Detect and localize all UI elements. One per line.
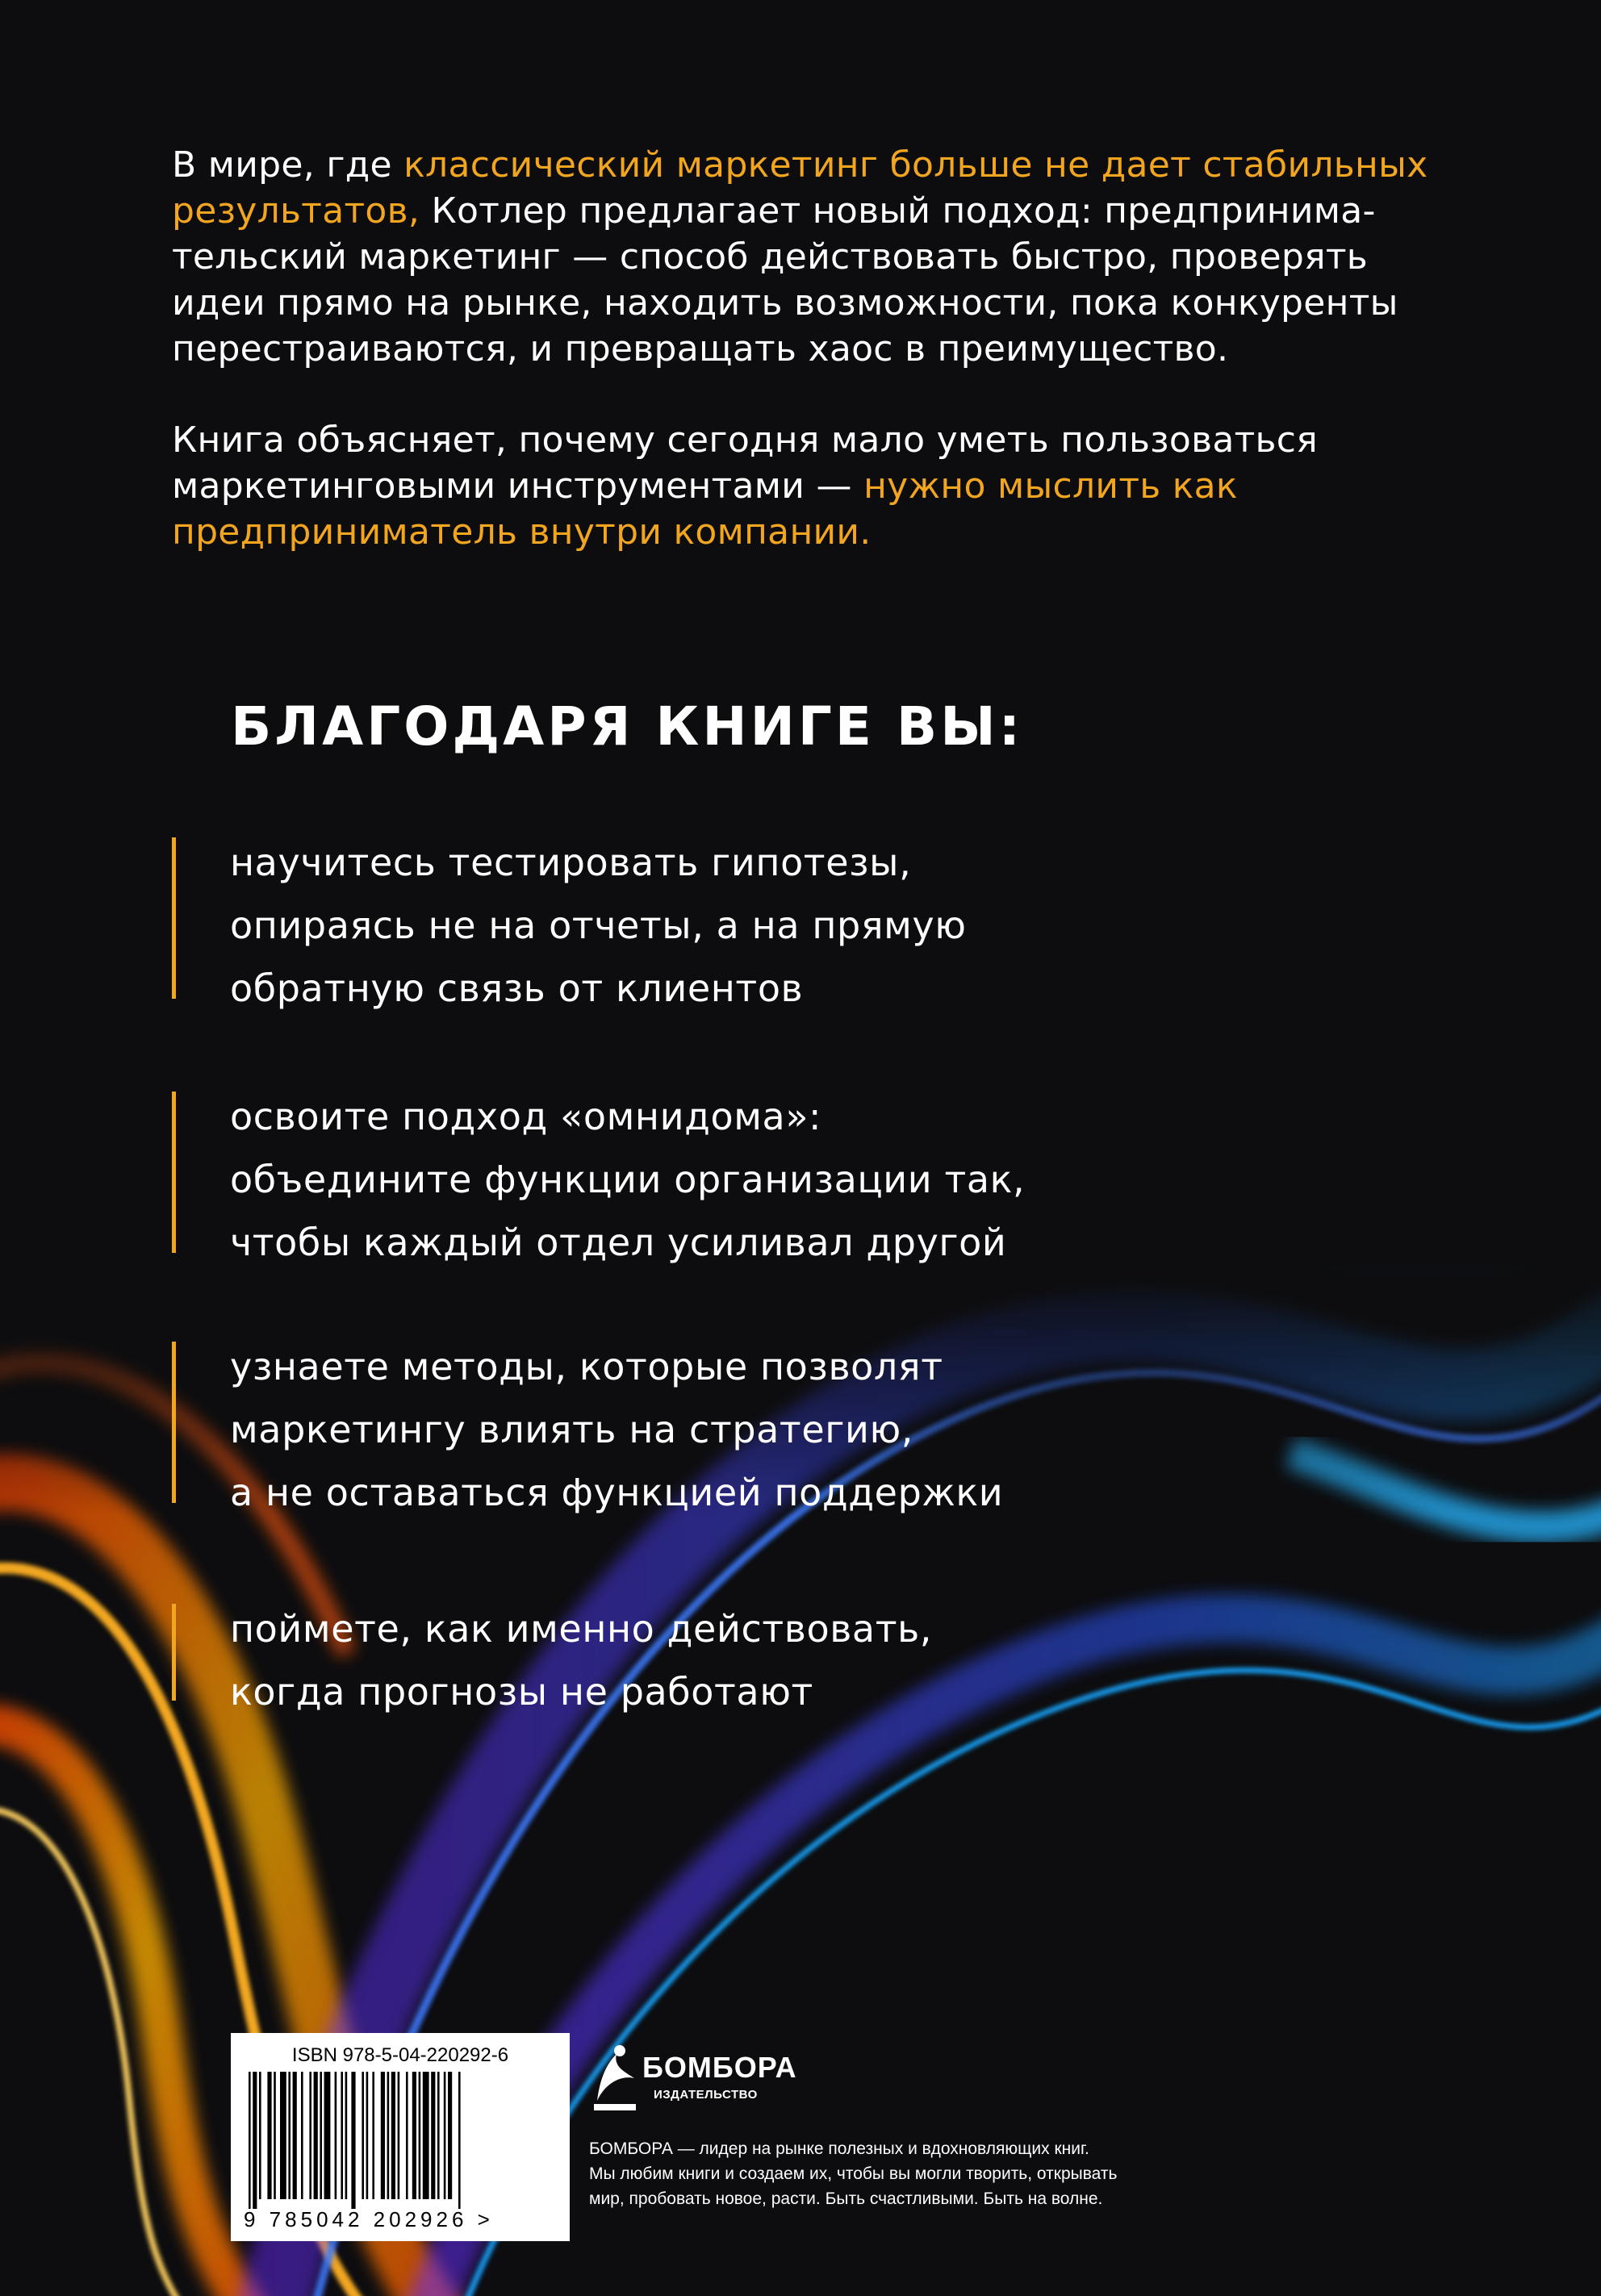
barcode-bar	[309, 2072, 311, 2199]
logo-name: БОМБОРА	[642, 2051, 797, 2084]
benefit-line: узнаете методы, которые позволят	[230, 1345, 943, 1388]
barcode-bar	[381, 2072, 385, 2199]
intro-p1-part-0: В мире, где	[172, 144, 404, 186]
benefit-line: объедините функции организации так,	[230, 1158, 1026, 1201]
barcode-bar	[320, 2072, 322, 2199]
publisher-line: мир, пробовать новое, расти. Быть счастливыми. Быть на волне.	[589, 2190, 1103, 2208]
barcode-bar	[301, 2072, 303, 2199]
benefits-heading: БЛАГОДАРЯ КНИГЕ ВЫ:	[231, 695, 1024, 758]
publisher-line: Мы любим книги и создаем их, чтобы вы могли творить, открывать	[589, 2165, 1118, 2183]
barcode-bar	[335, 2072, 337, 2199]
barcode-bar	[398, 2072, 400, 2199]
barcode-bar	[324, 2072, 331, 2199]
barcode-bar	[437, 2072, 440, 2199]
barcode-bar	[274, 2072, 276, 2199]
benefit-item	[172, 1085, 1382, 1274]
barcode-bar	[431, 2072, 435, 2199]
barcode-bar	[391, 2072, 395, 2199]
benefit-line: опираясь не на отчеты, а на прямую	[230, 904, 967, 947]
publisher-line: БОМБОРА — лидер на рынке полезных и вдохновляющих книг.	[589, 2139, 1089, 2158]
barcode-bar	[366, 2072, 369, 2199]
intro-p1-highlight: классический маркетинг больше не дает стабильных результатов,	[172, 144, 1428, 232]
bombora-wave-icon	[589, 2043, 641, 2115]
barcode-bar	[314, 2072, 318, 2199]
intro-p2-part-0: Книга объясняет, почему сегодня мало уметь пользоваться маркетинговыми инструментами —	[172, 420, 1319, 507]
accent-bar	[172, 1342, 176, 1503]
intro-p2-highlight: нужно мыслить как предприниматель внутри компании.	[172, 465, 1238, 553]
barcode-bar	[423, 2072, 429, 2199]
benefit-line: обратную связь от клиентов	[230, 966, 804, 1010]
benefit-line: поймете, как именно действовать,	[230, 1607, 933, 1651]
publisher-logo	[589, 2043, 831, 2123]
barcode-bar	[253, 2072, 257, 2209]
barcode-bar	[444, 2072, 446, 2199]
barcode-bar	[249, 2072, 251, 2209]
isbn-barcode-box	[231, 2033, 570, 2241]
benefit-line: а не оставаться функцией поддержки	[230, 1471, 1004, 1514]
benefit-line: чтобы каждый отдел усиливал другой	[230, 1221, 1007, 1264]
accent-bar	[172, 837, 176, 999]
barcode-bar	[372, 2072, 374, 2199]
benefit-line: когда прогнозы не работают	[230, 1670, 813, 1714]
benefit-line: научитесь тестировать гипотезы,	[230, 841, 912, 884]
isbn-label: ISBN 978-5-04-220292-6	[291, 2044, 509, 2066]
barcode-bar	[293, 2072, 297, 2199]
barcode-bar	[362, 2072, 364, 2199]
barcode-bar	[341, 2072, 343, 2199]
barcode-bar	[345, 2072, 348, 2199]
barcode-bar	[412, 2072, 416, 2199]
barcode-bar	[448, 2072, 452, 2199]
benefit-item	[172, 831, 1382, 1020]
accent-bar	[172, 1092, 176, 1253]
intro-paragraph-1	[172, 142, 1463, 372]
barcode-image	[244, 2072, 557, 2209]
intro-text	[172, 142, 1463, 555]
barcode-bar	[406, 2072, 408, 2199]
barcode-bar	[288, 2072, 291, 2199]
benefit-line: освоите подход «омнидома»:	[230, 1095, 822, 1138]
benefit-item	[172, 1597, 1382, 1723]
logo-subtitle: ИЗДАТЕЛЬСТВО	[654, 2088, 758, 2102]
barcode-bar	[387, 2072, 390, 2199]
isbn-digits: 9 785042 202926 >	[244, 2207, 494, 2231]
barcode-bar	[351, 2072, 355, 2209]
intro-p1-part-2: Котлер предлагает новый подход: предпринима-тельский маркетинг — способ действовать быстро, проверять идеи прямо на рынке, находить возможности, пока конкуренты перестраиваются, и превращать хаос в преимущество.	[172, 190, 1398, 369]
benefit-line: маркетингу влиять на стратегию,	[230, 1408, 914, 1451]
intro-paragraph-2	[172, 417, 1463, 555]
barcode-bar	[259, 2072, 261, 2199]
barcode-bar	[458, 2072, 461, 2209]
benefit-item	[172, 1335, 1382, 1524]
publisher-description	[589, 2136, 1219, 2211]
barcode-bar	[280, 2072, 286, 2199]
barcode-bar	[419, 2072, 421, 2199]
accent-bar	[172, 1604, 176, 1701]
barcode-bar	[267, 2072, 271, 2199]
